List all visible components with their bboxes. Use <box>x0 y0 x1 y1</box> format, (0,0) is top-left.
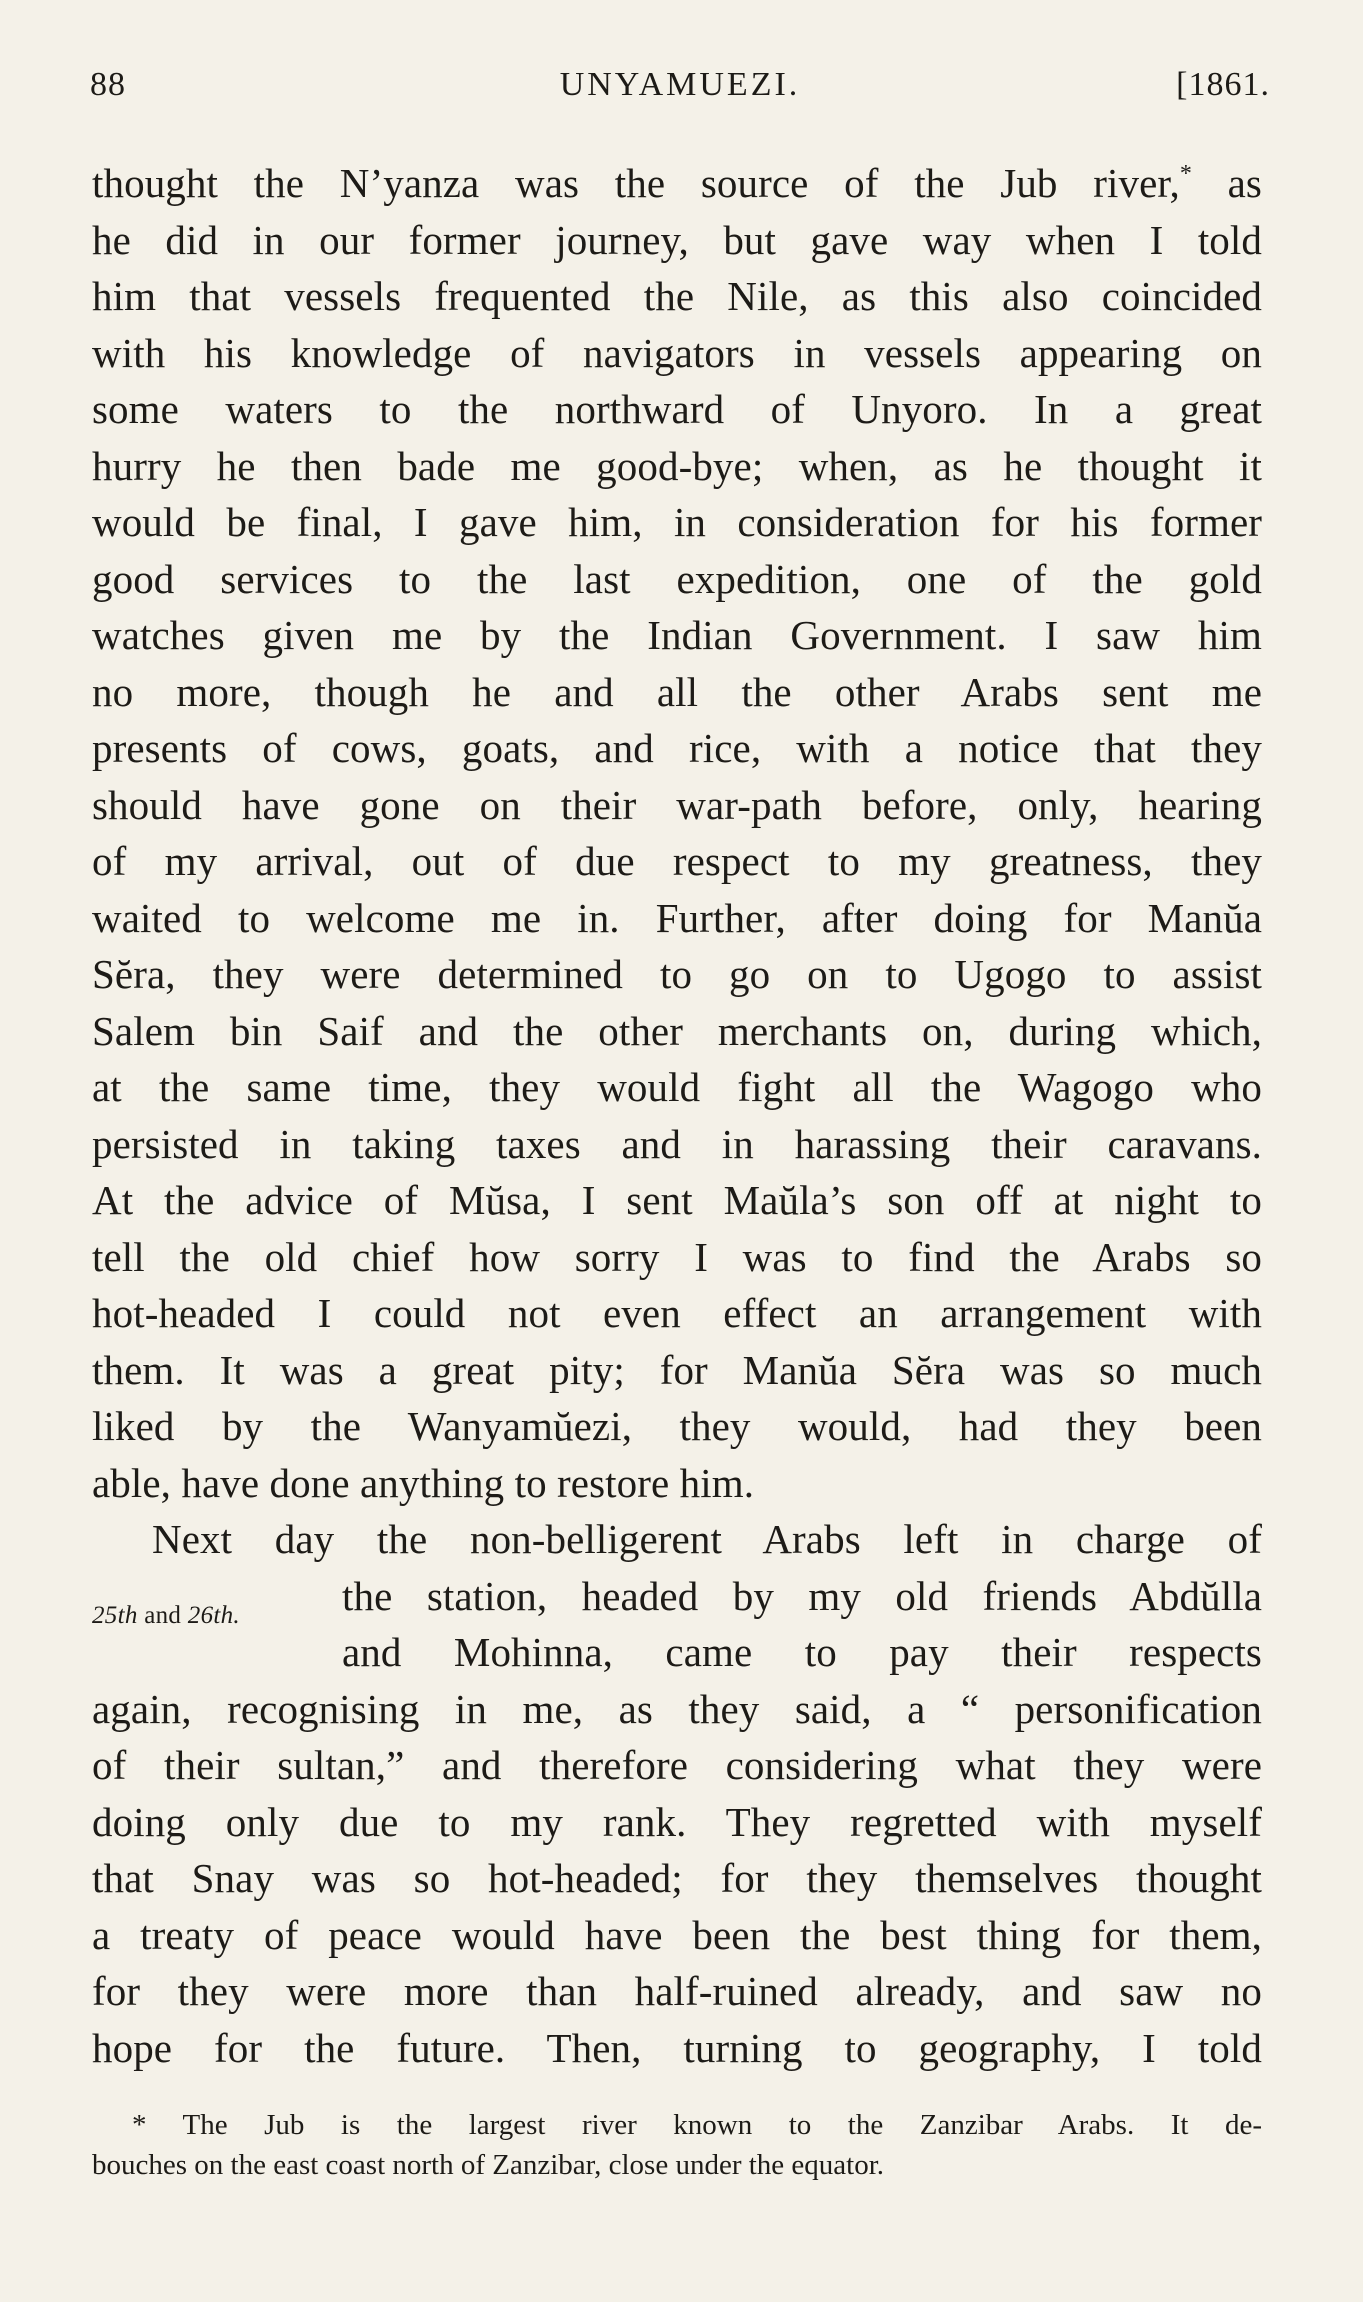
text-line: of my arrival, out of due respect to my greatness, they <box>92 838 1262 884</box>
text-line: able, have done anything to restore him. <box>92 1459 755 1506</box>
text-line: liked by the Wanyamŭezi, they would, had they been <box>92 1403 1262 1449</box>
running-title: UNYAMUEZI. <box>559 66 801 103</box>
sidenote-and: and <box>144 1602 182 1629</box>
sidenote-date-a: 25th <box>92 1602 138 1629</box>
text-line: tell the old chief how sorry I was to find the Arabs so <box>92 1233 1262 1280</box>
text-line: the station, headed by my old friends Abdŭlla <box>342 1572 1262 1619</box>
text-line: good services to the last expedition, one of the gold <box>92 555 1262 602</box>
text-line: that Snay was so hot-headed; for they themselves thought <box>92 1855 1262 1901</box>
text-line: no more, though he and all the other Arabs sent me <box>92 668 1262 715</box>
running-year: [1861. <box>1176 66 1270 103</box>
footnote <box>92 2105 1262 2185</box>
text-line: doing only due to my rank. They regretted with myself <box>92 1798 1262 1845</box>
text-line: them. It was a great pity; for Manŭa Sĕra was so much <box>92 1346 1262 1393</box>
text-line: At the advice of Mŭsa, I sent Maŭla’s son off at night to <box>92 1177 1262 1223</box>
text-line: for they were more than half-ruined already, and saw no <box>92 1968 1262 2014</box>
text-line: with his knowledge of navigators in vessels appearing on <box>92 329 1262 376</box>
page-number: 88 <box>90 66 126 103</box>
text-line: thought the N’yanza was the source of the Jub river,* as <box>92 160 1262 206</box>
text-line: he did in our former journey, but gave way when I told <box>92 216 1262 263</box>
footnote-line: * The Jub is the largest river known to the Zanzibar Arabs. It de- <box>132 2109 1262 2141</box>
text-line: Next day the non-belligerent Arabs left in charge of <box>152 1516 1262 1562</box>
margin-date-note <box>92 1601 240 1631</box>
text-line: hurry he then bade me good-bye; when, as he thought it <box>92 442 1262 489</box>
body-text <box>92 155 1262 2076</box>
text-line: some waters to the northward of Unyoro. In a great <box>92 386 1262 432</box>
text-line: Salem bin Saif and the other merchants on, during which, <box>92 1007 1262 1054</box>
footnote-reference: * <box>1179 161 1192 187</box>
text-line: again, recognising in me, as they said, a “ personification <box>92 1685 1262 1732</box>
text-line: should have gone on their war-path before, only, hearing <box>92 781 1262 828</box>
text-line: Sĕra, they were determined to go on to Ugogo to assist <box>92 951 1262 997</box>
text-line: hot-headed I could not even effect an arrangement with <box>92 1290 1262 1336</box>
text-line: hope for the future. Then, turning to geography, I told <box>92 2024 1262 2071</box>
text-line: waited to welcome me in. Further, after doing for Manŭa <box>92 894 1262 941</box>
text-line: would be final, I gave him, in consideration for his former <box>92 499 1262 545</box>
text-line: of their sultan,” and therefore considering what they were <box>92 1742 1262 1788</box>
text-line: persisted in taking taxes and in harassing their caravans. <box>92 1120 1262 1167</box>
text-line: him that vessels frequented the Nile, as this also coincided <box>92 273 1262 319</box>
footnote-line: bouches on the east coast north of Zanzibar, close under the equator. <box>92 2149 885 2181</box>
text-line: and Mohinna, came to pay their respects <box>342 1629 1262 1675</box>
running-head <box>90 66 1270 116</box>
text-line: watches given me by the Indian Government. I saw him <box>92 612 1262 658</box>
text-line: at the same time, they would fight all the Wagogo who <box>92 1064 1262 1110</box>
sidenote-date-b: 26th. <box>187 1602 240 1629</box>
text-line: a treaty of peace would have been the best thing for them, <box>92 1911 1262 1958</box>
text-line: presents of cows, goats, and rice, with a notice that they <box>92 725 1262 771</box>
